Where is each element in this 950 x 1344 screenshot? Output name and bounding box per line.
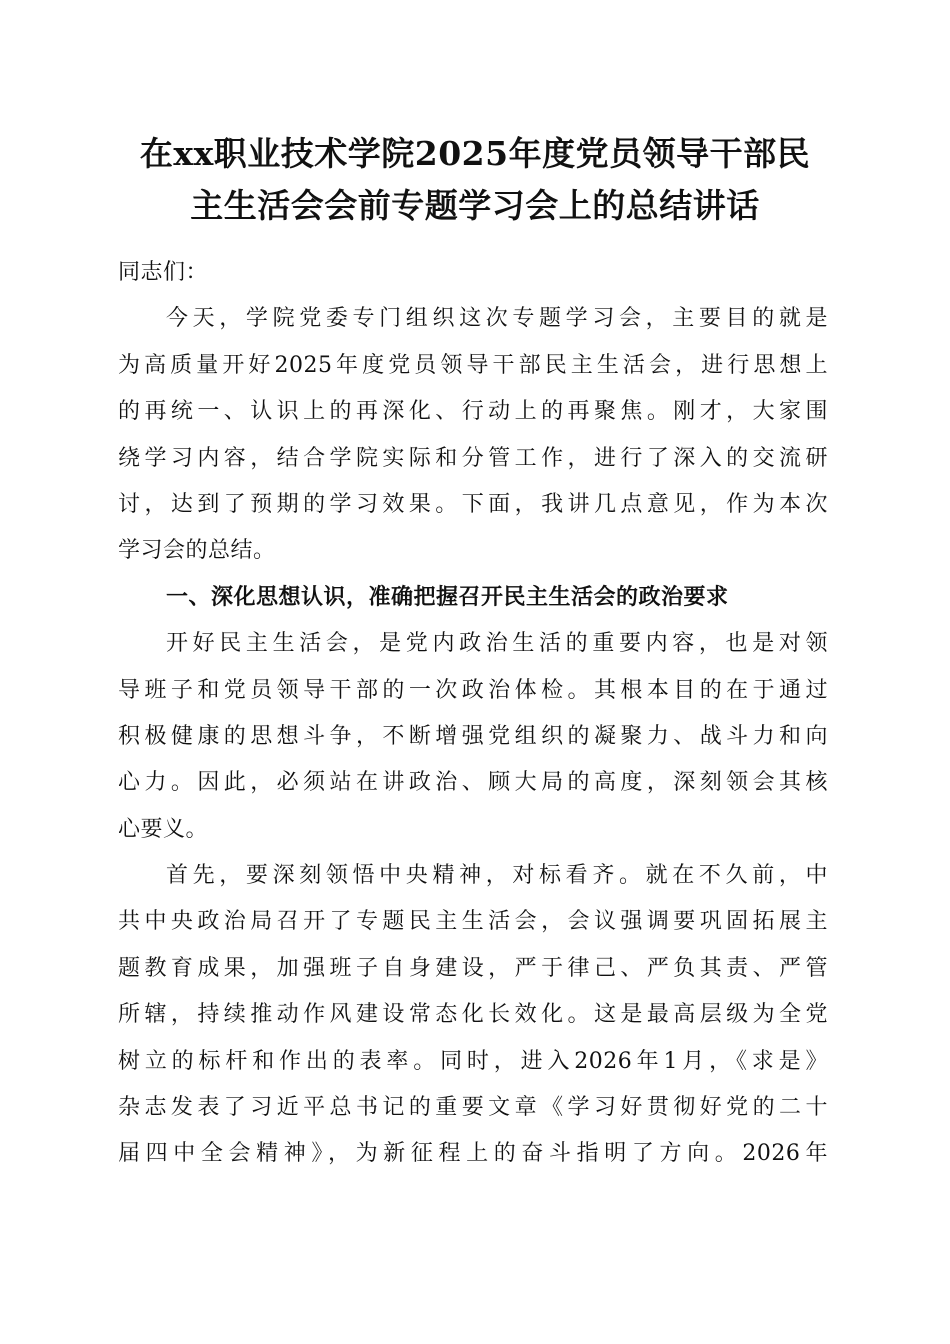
text-line: 首先，要深刻领悟中央精神，对标看齐。就在不久前，中 [166, 863, 828, 889]
text-line: 为高质量开好2025年度党员领导干部民主生活会，进行思想上 [118, 352, 828, 378]
paragraph-1 [118, 621, 828, 853]
text-line: 心要义。 [118, 816, 209, 842]
text-line: 杂志发表了习近平总书记的重要文章《学习好贯彻好党的二十 [118, 1095, 828, 1121]
text-line: 学习会的总结。 [118, 538, 276, 564]
section-heading: 一、深化思想认识，准确把握召开民主生活会的政治要求 [166, 584, 729, 610]
text-line: 所辖，持续推动作风建设常态化长效化。这是最高层级为全党 [118, 1002, 828, 1028]
text-line: 树立的标杆和作出的表率。同时，进入2026年1月，《求是》 [118, 1048, 828, 1074]
text-line: 届四中全会精神》，为新征程上的奋斗指明了方向。2026年 [118, 1141, 828, 1167]
document-body [118, 250, 828, 1178]
text-line: 绕学习内容，结合学院实际和分管工作，进行了深入的交流研 [118, 445, 828, 471]
title-line-2: 主生活会会前专题学习会上的总结讲话 [190, 186, 760, 225]
title-line-1: 在xx职业技术学院2025年度党员领导干部民 [139, 134, 811, 173]
text-line: 导班子和党员领导干部的一次政治体检。其根本目的在于通过 [118, 677, 828, 703]
text-line: 讨，达到了预期的学习效果。下面，我讲几点意见，作为本次 [118, 491, 828, 517]
text-line: 开好民主生活会，是党内政治生活的重要内容，也是对领 [166, 631, 828, 657]
text-line: 今天，学院党委专门组织这次专题学习会，主要目的就是 [166, 306, 828, 332]
paragraph-2 [118, 853, 828, 1178]
document-title [100, 128, 850, 232]
text-line: 积极健康的思想斗争，不断增强党组织的凝聚力、战斗力和向 [118, 723, 828, 749]
text-line: 共中央政治局召开了专题民主生活会，会议强调要巩固拓展主 [118, 909, 828, 935]
text-line: 的再统一、认识上的再深化、行动上的再聚焦。刚才，大家围 [118, 399, 828, 425]
salutation: 同志们： [118, 260, 209, 285]
intro-paragraph [118, 296, 828, 574]
text-line: 题教育成果，加强班子自身建设，严于律己、严负其责、严管 [118, 955, 828, 981]
text-line: 心力。因此，必须站在讲政治、顾大局的高度，深刻领会其核 [118, 770, 828, 796]
